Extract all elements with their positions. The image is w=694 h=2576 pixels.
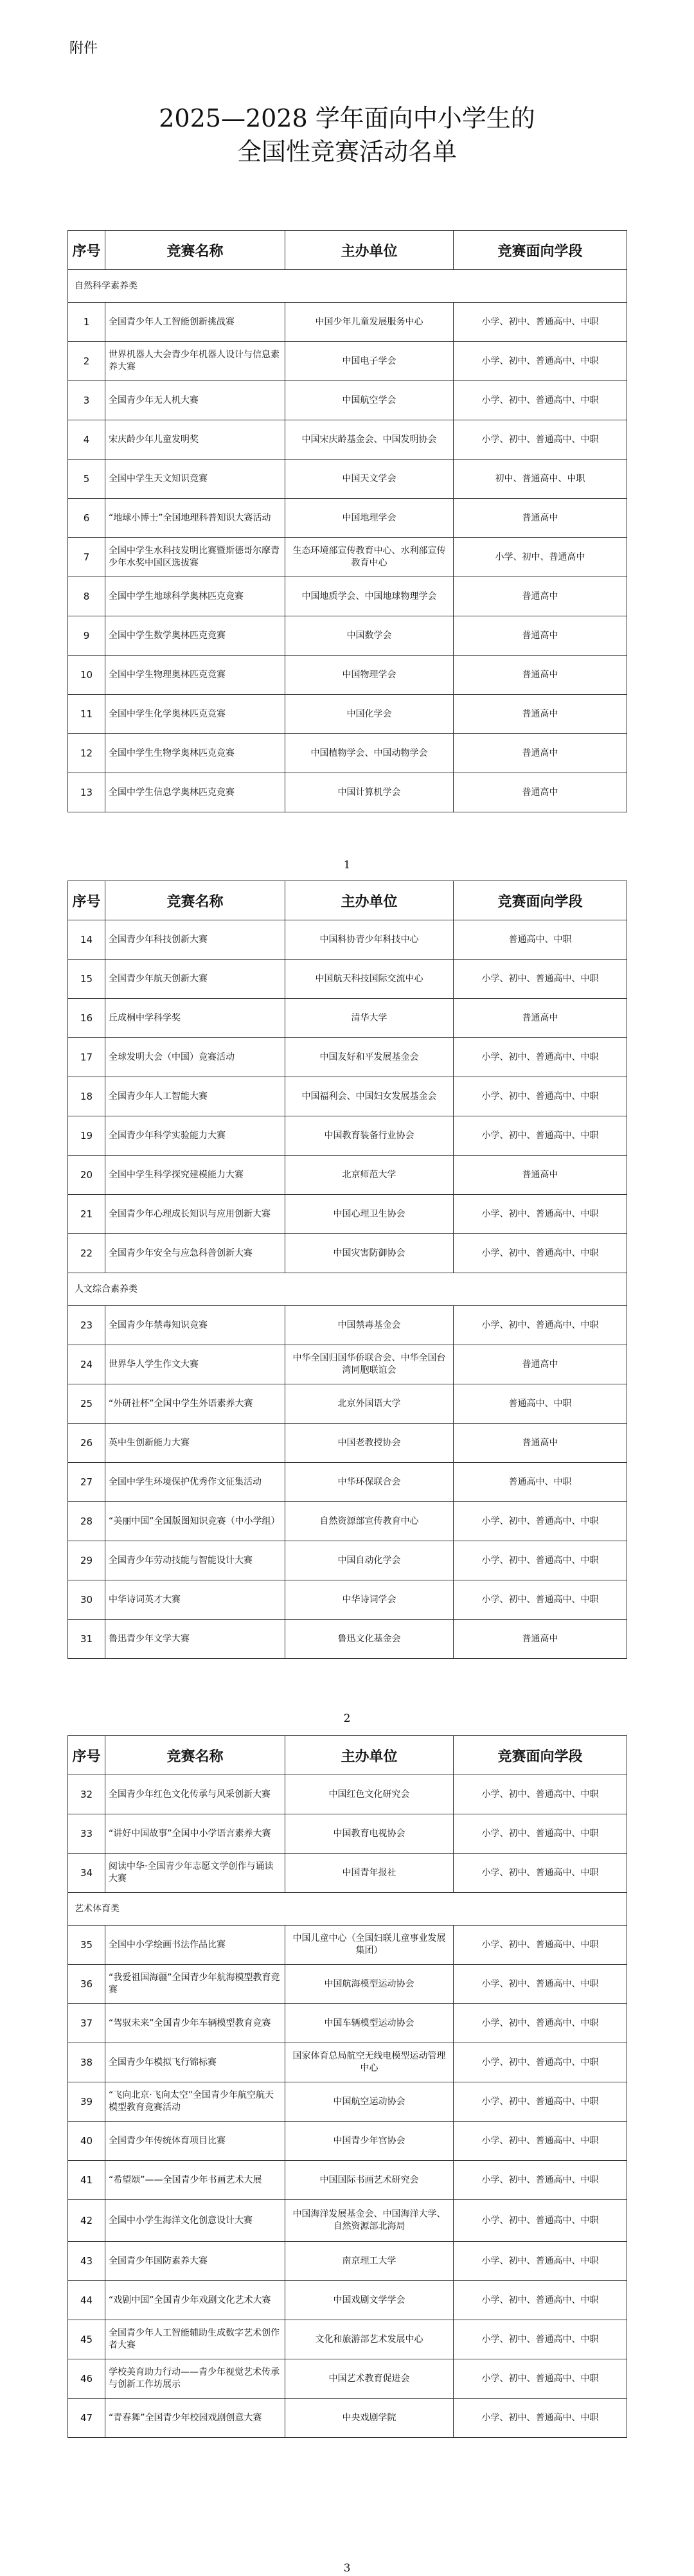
competition-name: 全国中学生物理奥林匹克竞赛	[105, 656, 285, 695]
organizer: 中国红色文化研究会	[285, 1775, 454, 1814]
school-level: 小学、初中、普通高中、中职	[454, 1965, 627, 2004]
competition-name: 全国中学生水科技发明比赛暨斯德哥尔摩青少年水奖中国区选拔赛	[105, 538, 285, 577]
competition-name: “我爱祖国海疆”全国青少年航海模型教育竞赛	[105, 1965, 285, 2004]
school-level: 小学、初中、普通高中、中职	[454, 1306, 627, 1345]
category-row	[68, 1273, 627, 1306]
organizer: 中国心理卫生协会	[285, 1195, 454, 1234]
row-number: 22	[68, 1234, 105, 1273]
competition-name: 阅读中华·全国青少年志愿文学创作与诵读大赛	[105, 1854, 285, 1893]
category-row	[68, 270, 627, 303]
organizer: 中国海洋发展基金会、中国海洋大学、自然资源部北海局	[285, 2200, 454, 2242]
school-level: 初中、普通高中、中职	[454, 460, 627, 499]
row-number: 26	[68, 1424, 105, 1463]
organizer: 中国国际书画艺术研究会	[285, 2161, 454, 2200]
row-number: 18	[68, 1077, 105, 1116]
competition-name: “讲好中国故事”全国中小学语言素养大赛	[105, 1814, 285, 1854]
table-row	[68, 499, 627, 538]
school-level: 小学、初中、普通高中、中职	[454, 2200, 627, 2242]
organizer: 生态环境部宣传教育中心、水利部宣传教育中心	[285, 538, 454, 577]
school-level: 普通高中	[454, 695, 627, 734]
table-row	[68, 1814, 627, 1854]
table-row	[68, 1234, 627, 1273]
school-level: 普通高中	[454, 1424, 627, 1463]
school-level: 小学、初中、普通高中、中职	[454, 303, 627, 342]
competition-name: 全国中学生生物学奥林匹克竞赛	[105, 734, 285, 773]
table-row	[68, 695, 627, 734]
table-row	[68, 1077, 627, 1116]
table-row	[68, 920, 627, 960]
school-level: 小学、初中、普通高中、中职	[454, 2082, 627, 2122]
header-organizer: 主办单位	[285, 231, 454, 270]
competition-name: 全国青少年红色文化传承与风采创新大赛	[105, 1775, 285, 1814]
competition-name: 丘成桐中学科学奖	[105, 999, 285, 1038]
table-row	[68, 342, 627, 381]
competition-name: 全国中小学绘画书法作品比赛	[105, 1926, 285, 1965]
competition-name: 全国青少年人工智能创新挑战赛	[105, 303, 285, 342]
organizer: 中国物理学会	[285, 656, 454, 695]
row-number: 1	[68, 303, 105, 342]
header-level: 竞赛面向学段	[454, 231, 627, 270]
organizer: 中国老教授协会	[285, 1424, 454, 1463]
attachment-label: 附件	[69, 40, 98, 57]
row-number: 13	[68, 773, 105, 812]
competition-name: 全国青少年心理成长知识与应用创新大赛	[105, 1195, 285, 1234]
organizer: 文化和旅游部艺术发展中心	[285, 2320, 454, 2359]
table-row	[68, 2004, 627, 2043]
organizer: 中国植物学会、中国动物学会	[285, 734, 454, 773]
school-level: 小学、初中、普通高中、中职	[454, 381, 627, 420]
school-level: 普通高中	[454, 656, 627, 695]
school-level: 小学、初中、普通高中、中职	[454, 342, 627, 381]
row-number: 9	[68, 616, 105, 656]
table-row	[68, 1541, 627, 1580]
competition-name: 全国青少年传统体育项目比赛	[105, 2122, 285, 2161]
competition-name: 全国青少年国防素养大赛	[105, 2242, 285, 2281]
competition-name: 全国青少年劳动技能与智能设计大赛	[105, 1541, 285, 1580]
category-label: 艺术体育类	[68, 1893, 627, 1926]
table-row	[68, 303, 627, 342]
competition-name: 全国中学生地球科学奥林匹克竞赛	[105, 577, 285, 616]
organizer: 中国青年报社	[285, 1854, 454, 1893]
row-number: 34	[68, 1854, 105, 1893]
school-level: 小学、初中、普通高中、中职	[454, 1195, 627, 1234]
competition-table	[67, 230, 627, 812]
row-number: 6	[68, 499, 105, 538]
organizer: 中国地质学会、中国地球物理学会	[285, 577, 454, 616]
competition-name: 全国中小学生海洋文化创意设计大赛	[105, 2200, 285, 2242]
table-row	[68, 2359, 627, 2399]
organizer: 中国友好和平发展基金会	[285, 1038, 454, 1077]
table-row	[68, 734, 627, 773]
row-number: 33	[68, 1814, 105, 1854]
competition-name: 宋庆龄少年儿童发明奖	[105, 420, 285, 460]
school-level: 小学、初中、普通高中、中职	[454, 1502, 627, 1541]
school-level: 小学、初中、普通高中、中职	[454, 2161, 627, 2200]
row-number: 44	[68, 2281, 105, 2320]
table-row	[68, 577, 627, 616]
organizer: 中华环保联合会	[285, 1463, 454, 1502]
competition-name: “美丽中国”全国版图知识竞赛（中小学组）	[105, 1502, 285, 1541]
school-level: 小学、初中、普通高中、中职	[454, 2281, 627, 2320]
school-level: 小学、初中、普通高中、中职	[454, 1775, 627, 1814]
row-number: 27	[68, 1463, 105, 1502]
row-number: 4	[68, 420, 105, 460]
competition-name: 全国青少年模拟飞行锦标赛	[105, 2043, 285, 2082]
organizer: 中国自动化学会	[285, 1541, 454, 1580]
document-title	[0, 102, 694, 168]
table-body	[68, 1775, 627, 2438]
row-number: 19	[68, 1116, 105, 1156]
school-level: 普通高中	[454, 1620, 627, 1659]
competition-name: 全国青少年人工智能大赛	[105, 1077, 285, 1116]
organizer: 中国计算机学会	[285, 773, 454, 812]
category-row	[68, 1893, 627, 1926]
table-row	[68, 460, 627, 499]
organizer: 中国青少年宫协会	[285, 2122, 454, 2161]
row-number: 5	[68, 460, 105, 499]
category-label: 人文综合素养类	[68, 1273, 627, 1306]
school-level: 小学、初中、普通高中、中职	[454, 1116, 627, 1156]
table-row	[68, 2043, 627, 2082]
school-level: 普通高中	[454, 1345, 627, 1384]
organizer: 清华大学	[285, 999, 454, 1038]
row-number: 30	[68, 1580, 105, 1620]
school-level: 小学、初中、普通高中、中职	[454, 1814, 627, 1854]
competition-name: “青春舞”全国青少年校园戏剧创意大赛	[105, 2399, 285, 2438]
school-level: 普通高中	[454, 616, 627, 656]
row-number: 11	[68, 695, 105, 734]
competition-table	[67, 881, 627, 1659]
header-row	[68, 1736, 627, 1775]
row-number: 32	[68, 1775, 105, 1814]
organizer: 鲁迅文化基金会	[285, 1620, 454, 1659]
competition-name: 全国中学生数学奥林匹克竞赛	[105, 616, 285, 656]
table-row	[68, 999, 627, 1038]
competition-name: 全国青少年安全与应急科普创新大赛	[105, 1234, 285, 1273]
row-number: 25	[68, 1384, 105, 1424]
organizer: 北京师范大学	[285, 1156, 454, 1195]
row-number: 39	[68, 2082, 105, 2122]
organizer: 中国教育电视协会	[285, 1814, 454, 1854]
competition-table	[67, 1735, 627, 2438]
competition-name: 全国青少年航天创新大赛	[105, 960, 285, 999]
row-number: 29	[68, 1541, 105, 1580]
row-number: 15	[68, 960, 105, 999]
organizer: 中国宋庆龄基金会、中国发明协会	[285, 420, 454, 460]
header-level: 竞赛面向学段	[454, 881, 627, 920]
table-header	[68, 231, 627, 270]
competition-name: 世界华人学生作文大赛	[105, 1345, 285, 1384]
competition-name: “戏剧中国”全国青少年戏剧文化艺术大赛	[105, 2281, 285, 2320]
header-name: 竞赛名称	[105, 881, 285, 920]
organizer: 中国禁毒基金会	[285, 1306, 454, 1345]
row-number: 42	[68, 2200, 105, 2242]
header-no: 序号	[68, 231, 105, 270]
competition-name: “希望颂”——全国青少年书画艺术大展	[105, 2161, 285, 2200]
organizer: 中国车辆模型运动协会	[285, 2004, 454, 2043]
organizer: 中国科协青少年科技中心	[285, 920, 454, 960]
table-row	[68, 1345, 627, 1384]
competition-name: 全国中学生化学奥林匹克竞赛	[105, 695, 285, 734]
row-number: 38	[68, 2043, 105, 2082]
row-number: 2	[68, 342, 105, 381]
header-row	[68, 231, 627, 270]
competition-name: 鲁迅青少年文学大赛	[105, 1620, 285, 1659]
school-level: 小学、初中、普通高中、中职	[454, 1854, 627, 1893]
row-number: 12	[68, 734, 105, 773]
organizer: 中国航空运动协会	[285, 2082, 454, 2122]
school-level: 普通高中、中职	[454, 920, 627, 960]
organizer: 中国艺术教育促进会	[285, 2359, 454, 2399]
row-number: 7	[68, 538, 105, 577]
table-row	[68, 420, 627, 460]
table-row	[68, 1306, 627, 1345]
organizer: 自然资源部宣传教育中心	[285, 1502, 454, 1541]
row-number: 28	[68, 1502, 105, 1541]
school-level: 普通高中	[454, 734, 627, 773]
title-line-1: 2025—2028 学年面向中小学生的	[159, 104, 535, 132]
table-row	[68, 960, 627, 999]
table-row	[68, 2399, 627, 2438]
table-row	[68, 1502, 627, 1541]
page-number: 1	[343, 859, 351, 872]
table-row	[68, 1854, 627, 1893]
table-row	[68, 381, 627, 420]
school-level: 小学、初中、普通高中、中职	[454, 1541, 627, 1580]
page-number: 3	[343, 2562, 351, 2575]
competition-name: 世界机器人大会青少年机器人设计与信息素养大赛	[105, 342, 285, 381]
competition-name: 学校美育助力行动——青少年视觉艺术传承与创新工作坊展示	[105, 2359, 285, 2399]
school-level: 小学、初中、普通高中、中职	[454, 2242, 627, 2281]
competition-name: 全球发明大会（中国）竞赛活动	[105, 1038, 285, 1077]
row-number: 37	[68, 2004, 105, 2043]
school-level: 小学、初中、普通高中、中职	[454, 1234, 627, 1273]
row-number: 17	[68, 1038, 105, 1077]
school-level: 小学、初中、普通高中、中职	[454, 2399, 627, 2438]
row-number: 46	[68, 2359, 105, 2399]
competition-name: 中华诗词英才大赛	[105, 1580, 285, 1620]
school-level: 小学、初中、普通高中、中职	[454, 1926, 627, 1965]
school-level: 普通高中	[454, 773, 627, 812]
table-row	[68, 2082, 627, 2122]
school-level: 普通高中	[454, 577, 627, 616]
competition-name: “地球小博士”全国地理科普知识大赛活动	[105, 499, 285, 538]
competition-name: 全国青少年科学实验能力大赛	[105, 1116, 285, 1156]
row-number: 35	[68, 1926, 105, 1965]
row-number: 21	[68, 1195, 105, 1234]
row-number: 47	[68, 2399, 105, 2438]
school-level: 小学、初中、普通高中、中职	[454, 2043, 627, 2082]
header-organizer: 主办单位	[285, 881, 454, 920]
school-level: 普通高中	[454, 499, 627, 538]
competition-name: “驾驭未来”全国青少年车辆模型教育竞赛	[105, 2004, 285, 2043]
row-number: 23	[68, 1306, 105, 1345]
row-number: 16	[68, 999, 105, 1038]
organizer: 中国航空学会	[285, 381, 454, 420]
table-row	[68, 1620, 627, 1659]
table-row	[68, 2161, 627, 2200]
table-row	[68, 1775, 627, 1814]
row-number: 41	[68, 2161, 105, 2200]
row-number: 14	[68, 920, 105, 960]
competition-name: 全国青少年人工智能辅助生成数字艺术创作者大赛	[105, 2320, 285, 2359]
school-level: 小学、初中、普通高中、中职	[454, 2004, 627, 2043]
organizer: 中国灾害防御协会	[285, 1234, 454, 1273]
header-organizer: 主办单位	[285, 1736, 454, 1775]
row-number: 43	[68, 2242, 105, 2281]
table-row	[68, 616, 627, 656]
table-row	[68, 1965, 627, 2004]
organizer: 中国数学会	[285, 616, 454, 656]
organizer: 北京外国语大学	[285, 1384, 454, 1424]
table-row	[68, 1463, 627, 1502]
competition-name: 全国中学生环境保护优秀作文征集活动	[105, 1463, 285, 1502]
organizer: 中国航天科技国际交流中心	[285, 960, 454, 999]
page-2-table-area	[67, 881, 627, 1659]
organizer: 中国航海模型运动协会	[285, 1965, 454, 2004]
competition-name: 全国中学生天文知识竞赛	[105, 460, 285, 499]
organizer: 中国儿童中心（全国妇联儿童事业发展集团）	[285, 1926, 454, 1965]
table-row	[68, 2122, 627, 2161]
competition-name: “外研社杯”全国中学生外语素养大赛	[105, 1384, 285, 1424]
category-label: 自然科学素养类	[68, 270, 627, 303]
organizer: 中国化学会	[285, 695, 454, 734]
table-header	[68, 1736, 627, 1775]
school-level: 小学、初中、普通高中、中职	[454, 1038, 627, 1077]
table-row	[68, 2320, 627, 2359]
school-level: 小学、初中、普通高中、中职	[454, 1580, 627, 1620]
school-level: 小学、初中、普通高中、中职	[454, 960, 627, 999]
row-number: 3	[68, 381, 105, 420]
organizer: 南京理工大学	[285, 2242, 454, 2281]
row-number: 31	[68, 1620, 105, 1659]
school-level: 小学、初中、普通高中、中职	[454, 1077, 627, 1116]
table-row	[68, 1038, 627, 1077]
table-row	[68, 1156, 627, 1195]
organizer: 国家体育总局航空无线电模型运动管理中心	[285, 2043, 454, 2082]
header-name: 竞赛名称	[105, 1736, 285, 1775]
header-row	[68, 881, 627, 920]
row-number: 36	[68, 1965, 105, 2004]
organizer: 中华全国归国华侨联合会、中华全国台湾同胞联谊会	[285, 1345, 454, 1384]
row-number: 24	[68, 1345, 105, 1384]
table-row	[68, 2200, 627, 2242]
competition-name: 全国青少年科技创新大赛	[105, 920, 285, 960]
organizer: 中国戏剧文学学会	[285, 2281, 454, 2320]
table-row	[68, 538, 627, 577]
header-level: 竞赛面向学段	[454, 1736, 627, 1775]
competition-name: “飞向北京·飞向太空”全国青少年航空航天模型教育竞赛活动	[105, 2082, 285, 2122]
page-number: 2	[343, 1712, 351, 1725]
table-row	[68, 1116, 627, 1156]
table-row	[68, 2242, 627, 2281]
table-header	[68, 881, 627, 920]
school-level: 普通高中、中职	[454, 1463, 627, 1502]
organizer: 中央戏剧学院	[285, 2399, 454, 2438]
organizer: 中国电子学会	[285, 342, 454, 381]
organizer: 中国地理学会	[285, 499, 454, 538]
table-row	[68, 1384, 627, 1424]
organizer: 中国天文学会	[285, 460, 454, 499]
table-row	[68, 656, 627, 695]
page-3-table-area	[67, 1735, 627, 2438]
organizer: 中国少年儿童发展服务中心	[285, 303, 454, 342]
school-level: 小学、初中、普通高中、中职	[454, 420, 627, 460]
organizer: 中国教育装备行业协会	[285, 1116, 454, 1156]
header-no: 序号	[68, 1736, 105, 1775]
row-number: 45	[68, 2320, 105, 2359]
table-body	[68, 270, 627, 812]
school-level: 小学、初中、普通高中、中职	[454, 2320, 627, 2359]
organizer: 中国福利会、中国妇女发展基金会	[285, 1077, 454, 1116]
row-number: 40	[68, 2122, 105, 2161]
table-row	[68, 1926, 627, 1965]
school-level: 普通高中、中职	[454, 1384, 627, 1424]
school-level: 小学、初中、普通高中、中职	[454, 2359, 627, 2399]
table-row	[68, 2281, 627, 2320]
table-row	[68, 1580, 627, 1620]
header-no: 序号	[68, 881, 105, 920]
row-number: 8	[68, 577, 105, 616]
row-number: 10	[68, 656, 105, 695]
competition-name: 全国中学生科学探究建模能力大赛	[105, 1156, 285, 1195]
school-level: 普通高中	[454, 1156, 627, 1195]
competition-name: 全国青少年禁毒知识竞赛	[105, 1306, 285, 1345]
page-1-table-area	[67, 230, 627, 812]
organizer: 中华诗词学会	[285, 1580, 454, 1620]
school-level: 普通高中	[454, 999, 627, 1038]
table-row	[68, 1195, 627, 1234]
table-row	[68, 1424, 627, 1463]
title-line-2: 全国性竞赛活动名单	[236, 138, 457, 166]
competition-name: 全国中学生信息学奥林匹克竞赛	[105, 773, 285, 812]
table-body	[68, 920, 627, 1659]
header-name: 竞赛名称	[105, 231, 285, 270]
table-row	[68, 773, 627, 812]
school-level: 小学、初中、普通高中、中职	[454, 2122, 627, 2161]
school-level: 小学、初中、普通高中	[454, 538, 627, 577]
competition-name: 英中生创新能力大赛	[105, 1424, 285, 1463]
row-number: 20	[68, 1156, 105, 1195]
competition-name: 全国青少年无人机大赛	[105, 381, 285, 420]
